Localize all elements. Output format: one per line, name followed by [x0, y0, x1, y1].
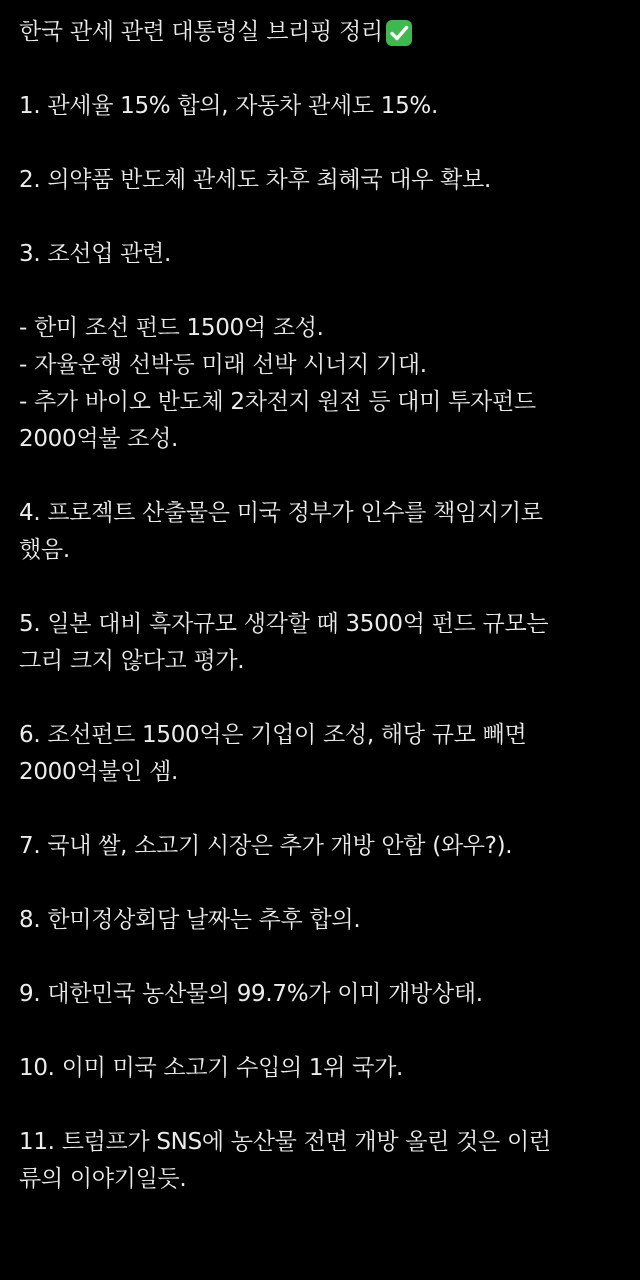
- list-item-6-line-1: 6. 조선펀드 1500억은 기업이 조성, 해당 규모 빼면: [19, 722, 527, 748]
- briefing-post: [19, 14, 624, 1198]
- post-title: [19, 14, 624, 51]
- spacer: [19, 458, 624, 495]
- list-item-4-line-2: 했음.: [19, 537, 70, 563]
- list-item-8: 8. 한미정상회담 날짜는 추후 합의.: [19, 907, 361, 933]
- list-item-3-sub-2: - 자율운행 선박등 미래 선박 시너지 기대.: [19, 352, 427, 378]
- white-check-mark-icon: [385, 19, 413, 47]
- list-item-5-line-1: 5. 일본 대비 흑자규모 생각할 때 3500억 펀드 규모는: [19, 611, 549, 637]
- list-item-6-line-2: 2000억불인 셈.: [19, 759, 179, 785]
- list-item-3-sub-3-line-2: 2000억불 조성.: [19, 426, 179, 452]
- list-item-3-sub-1: - 한미 조선 펀드 1500억 조성.: [19, 315, 324, 341]
- spacer: [19, 51, 624, 88]
- list-item-11-line-1: 11. 트럼프가 SNS에 농산물 전면 개방 올린 것은 이런: [19, 1129, 551, 1155]
- list-item-7: 7. 국내 쌀, 소고기 시장은 추가 개방 안함 (와우?).: [19, 833, 513, 859]
- list-item-1: 1. 관세율 15% 합의, 자동차 관세도 15%.: [19, 93, 438, 119]
- list-item-9: 9. 대한민국 농산물의 99.7%가 이미 개방상태.: [19, 981, 483, 1007]
- spacer: [19, 199, 624, 236]
- post-title-text: 한국 관세 관련 대통령실 브리핑 정리: [19, 19, 383, 45]
- spacer: [19, 939, 624, 976]
- list-item-4-line-1: 4. 프로젝트 산출물은 미국 정부가 인수를 책임지기로: [19, 500, 543, 526]
- spacer: [19, 569, 624, 606]
- spacer: [19, 1087, 624, 1124]
- spacer: [19, 273, 624, 310]
- list-item-3-sub-3-line-1: - 추가 바이오 반도체 2차전지 원전 등 대미 투자펀드: [19, 389, 536, 415]
- list-item-2: 2. 의약품 반도체 관세도 차후 최혜국 대우 확보.: [19, 167, 491, 193]
- spacer: [19, 791, 624, 828]
- list-item-5-line-2: 그리 크지 않다고 평가.: [19, 648, 245, 674]
- list-item-3: 3. 조선업 관련.: [19, 241, 171, 267]
- spacer: [19, 125, 624, 162]
- spacer: [19, 1013, 624, 1050]
- spacer: [19, 865, 624, 902]
- list-item-11-line-2: 류의 이야기일듯.: [19, 1166, 187, 1192]
- list-item-10: 10. 이미 미국 소고기 수입의 1위 국가.: [19, 1055, 404, 1081]
- spacer: [19, 680, 624, 717]
